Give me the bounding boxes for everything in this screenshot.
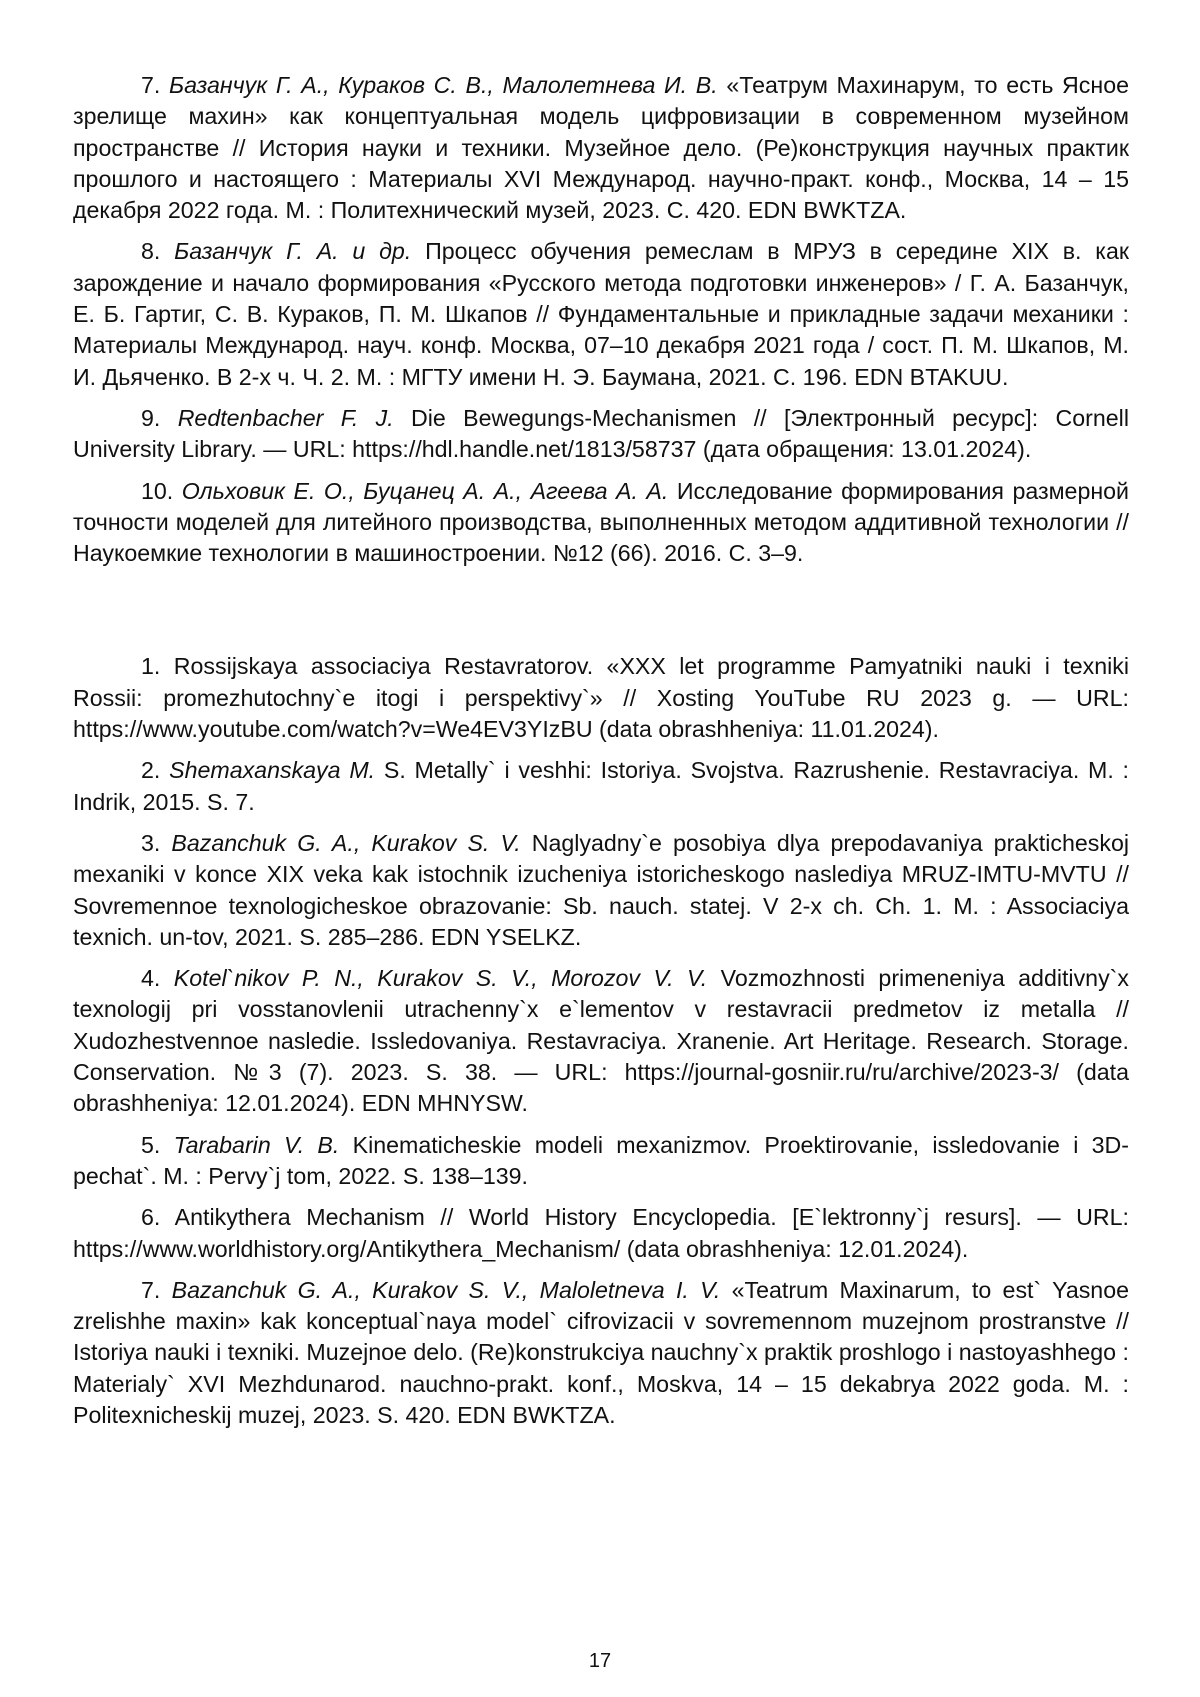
- page-number: 17: [588, 1650, 612, 1672]
- russian-references: [73, 70, 1129, 569]
- page-body: [73, 70, 1129, 1441]
- reference-item: 6. Antikythera Mechanism // World History Encyclopedia. [E`lektronny`j resurs]. — URL: https://www.worldhistory.org/Antikythera_Mechanism/ (data obrashheniya: 12.01.2024).: [73, 1204, 1130, 1262]
- reference-item: 1. Rossijskaya associaciya Restavratorov. «XXX let programme Pamyatniki nauki i texniki Rossii: promezhutochny`e itogi i perspektivy`» // Xosting YouTube RU 2023 g. — URL: https://www.youtube.com/watch?v=We4EV3YIzBU (data obrashheniya: 11.01.2024).: [73, 653, 1129, 743]
- reference-item: 4. Kotel`nikov P. N., Kurakov S. V., Morozov V. V. Vozmozhnosti primeneniya additivny`x texnologij pri vosstanovlenii utrachenny`x e`lementov v restavracii predmetov iz metalla // Xudozhestvennoe nasledie. Issledovaniya. Restavraciya. Xranenie. Art Heritage. Research. Storage. Conservation. №3 (7). 2023. S. 38. — URL: https://journal-gosniir.ru/ru/archive/2023-3/ (data obrashheniya: 12.01.2024). EDN MHNYSW.: [73, 965, 1129, 1117]
- reference-item: 7. Bazanchuk G. A., Kurakov S. V., Maloletneva I. V. «Teatrum Maxinarum, to est` Yasnoe zrelishhe maxin» kak konceptual`naya model` cifrovizacii v sovremennom muzejnom prostranstve // Istoriya nauki i texniki. Muzejnoe delo. (Re)konstrukciya nauchny`x praktik proshlogo i nastoyashhego : Materialy` XVI Mezhdunarod. nauchno-prakt. konf., Moskva, 14 – 15 dekabrya 2022 goda. M. : Politexnicheskij muzej, 2023. S. 420. EDN BWKTZA.: [73, 1276, 1129, 1428]
- section-gap: [73, 579, 1129, 651]
- reference-item: 9. Redtenbacher F. J. Die Bewegungs-Mechanismen // [Электронный ресурс]: Cornell University Library. — URL: https://hdl.handle.net/1813/58737 (дата обращения: 13.01.2024).: [73, 404, 1129, 463]
- transliterated-references: [73, 651, 1129, 1431]
- reference-item: 3. Bazanchuk G. A., Kurakov S. V. Naglyadny`e posobiya dlya prepodavaniya prakticheskoj mexaniki v konce XIX veka kak istochnik izucheniya istoricheskogo naslediya MRUZ-IMTU-MVTU // Sovremennoe texnologicheskoe obrazovanie: Sb. nauch. statej. V 2-x ch. Ch. 1. M. : Associaciya texnich. un-tov, 2021. S. 285–286. EDN YSELKZ.: [73, 829, 1129, 950]
- reference-item: 8. Базанчук Г. А. и др. Процесс обучения ремеслам в МРУЗ в середине XIX в. как зарождение и начало формирования «Русского метода подготовки инженеров» / Г. А. Базанчук, Е. Б. Гартиг, С. В. Кураков, П. М. Шкапов // Фундаментальные и прикладные задачи механики : Материалы Международ. науч. конф. Москва, 07–10 декабря 2021 года / сост. П. М. Шкапов, М. И. Дьяченко. В 2-х ч. Ч. 2. М. : МГТУ имени Н. Э. Баумана, 2021. С. 196. EDN BTAKUU.: [73, 238, 1129, 390]
- reference-item: 10. Ольховик Е. О., Буцанец А. А., Агеева А. А. Исследование формирования размерной точности моделей для литейного производства, выполненных методом аддитивной технологии // Наукоемкие технологии в машиностроении. №12 (66). 2016. С. 3–9.: [73, 477, 1130, 567]
- reference-item: 2. Shemaxanskaya M. S. Metally` i veshhi: Istoriya. Svojstva. Razrushenie. Restavraciya. M. : Indrik, 2015. S. 7.: [73, 757, 1129, 815]
- reference-item: 7. Базанчук Г. А., Кураков С. В., Малолетнева И. В. «Театрум Махинарум, то есть Ясное зрелище махин» как концептуальная модель цифровизации в современном музейном пространстве // История науки и техники. Музейное дело. (Ре)конструкция научных практик прошлого и настоящего : Материалы XVI Международ. научно-практ. конф., Москва, 14 – 15 декабря 2022 года. М. : Политехнический музей, 2023. С. 420. EDN BWKTZA.: [73, 72, 1129, 224]
- reference-item: 5. Tarabarin V. B. Kinematicheskie modeli mexanizmov. Proektirovanie, issledovanie i 3D-pechat`. M. : Pervy`j tom, 2022. S. 138–139.: [73, 1131, 1129, 1189]
